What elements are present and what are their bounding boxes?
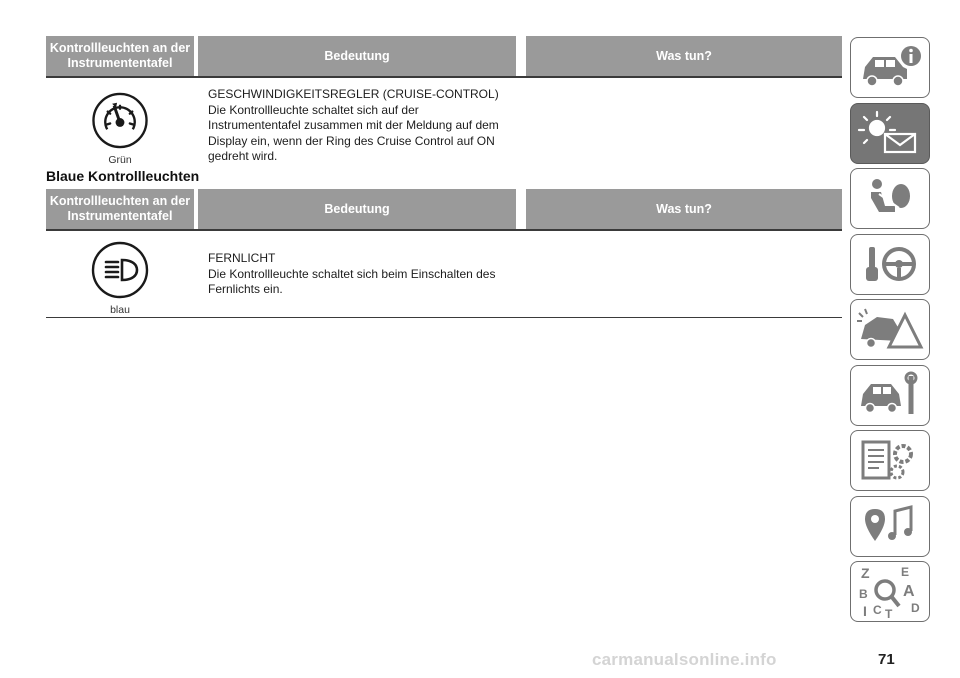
tab-multimedia[interactable] <box>850 496 930 557</box>
tab-emergency[interactable] <box>850 299 930 360</box>
specs-gear-icon <box>855 436 925 486</box>
header-meaning: Bedeutung <box>198 36 516 76</box>
section-heading: Blaue Kontrollleuchten <box>46 168 200 184</box>
svg-text:T: T <box>885 606 893 620</box>
table-header <box>46 36 842 76</box>
meaning-title: FERNLICHT <box>208 251 276 265</box>
page-number: 71 <box>878 651 895 668</box>
alphabetical-index-icon <box>855 564 925 620</box>
table-header <box>46 189 842 229</box>
meaning-line: Die Kontrollleuchte schaltet sich beim Einschalten des <box>208 266 496 281</box>
color-label: Grün <box>108 154 132 166</box>
meaning-line: Display ein, wenn der Ring des Cruise Control auf ON <box>208 133 495 148</box>
high-beam-icon <box>91 241 149 299</box>
table-row <box>46 76 842 166</box>
tab-car-info[interactable] <box>850 37 930 98</box>
tab-safety[interactable] <box>850 168 930 229</box>
meaning-text <box>208 231 526 317</box>
meaning-line: Instrumententafel zusammen mit der Meldung auf dem <box>208 118 499 132</box>
table-row <box>46 229 842 318</box>
tab-technical-data[interactable] <box>850 430 930 491</box>
key-steering-wheel-icon <box>855 239 925 289</box>
multimedia-icon <box>855 501 925 551</box>
tab-starting-driving[interactable] <box>850 234 930 295</box>
svg-text:B: B <box>859 586 868 601</box>
meaning-line: gedreht wird. <box>208 149 278 163</box>
meaning-line: Fernlichts ein. <box>208 282 283 296</box>
header-what-to-do: Was tun? <box>526 189 842 229</box>
car-crash-warning-icon <box>855 305 925 355</box>
table-blue-lights <box>46 189 842 318</box>
svg-text:E: E <box>901 564 910 579</box>
header-instrument-lights: Kontrollleuchten an der Instrumententafel <box>46 36 194 76</box>
header-instrument-lights: Kontrollleuchten an der Instrumententafel <box>46 189 194 229</box>
tab-index[interactable] <box>850 561 930 622</box>
svg-text:D: D <box>911 600 920 615</box>
svg-text:C: C <box>873 602 882 617</box>
svg-text:I: I <box>863 602 867 619</box>
meaning-line: Die Kontrollleuchte schaltet sich auf der <box>208 102 419 117</box>
car-wrench-icon <box>855 370 925 420</box>
header-what-to-do: Was tun? <box>526 36 842 76</box>
meaning-text <box>208 78 526 166</box>
color-label: blau <box>110 304 130 316</box>
tab-maintenance[interactable] <box>850 365 930 426</box>
warning-lights-message-icon <box>855 108 925 158</box>
warning-light-cell <box>46 78 194 166</box>
warning-light-cell <box>46 231 194 317</box>
chapter-tabs <box>850 37 932 627</box>
watermark: carmanualsonline.info <box>592 650 777 669</box>
seat-airbag-icon <box>855 174 925 224</box>
svg-text:A: A <box>903 582 915 600</box>
cruise-control-gauge-icon <box>91 92 149 149</box>
header-meaning: Bedeutung <box>198 189 516 229</box>
table-green-lights <box>46 36 842 166</box>
tab-warning-lights[interactable] <box>850 103 930 164</box>
car-info-icon <box>855 43 925 93</box>
svg-text:Z: Z <box>861 564 870 581</box>
meaning-title: GESCHWINDIGKEITSREGLER (CRUISE-CONTROL) <box>208 87 499 101</box>
